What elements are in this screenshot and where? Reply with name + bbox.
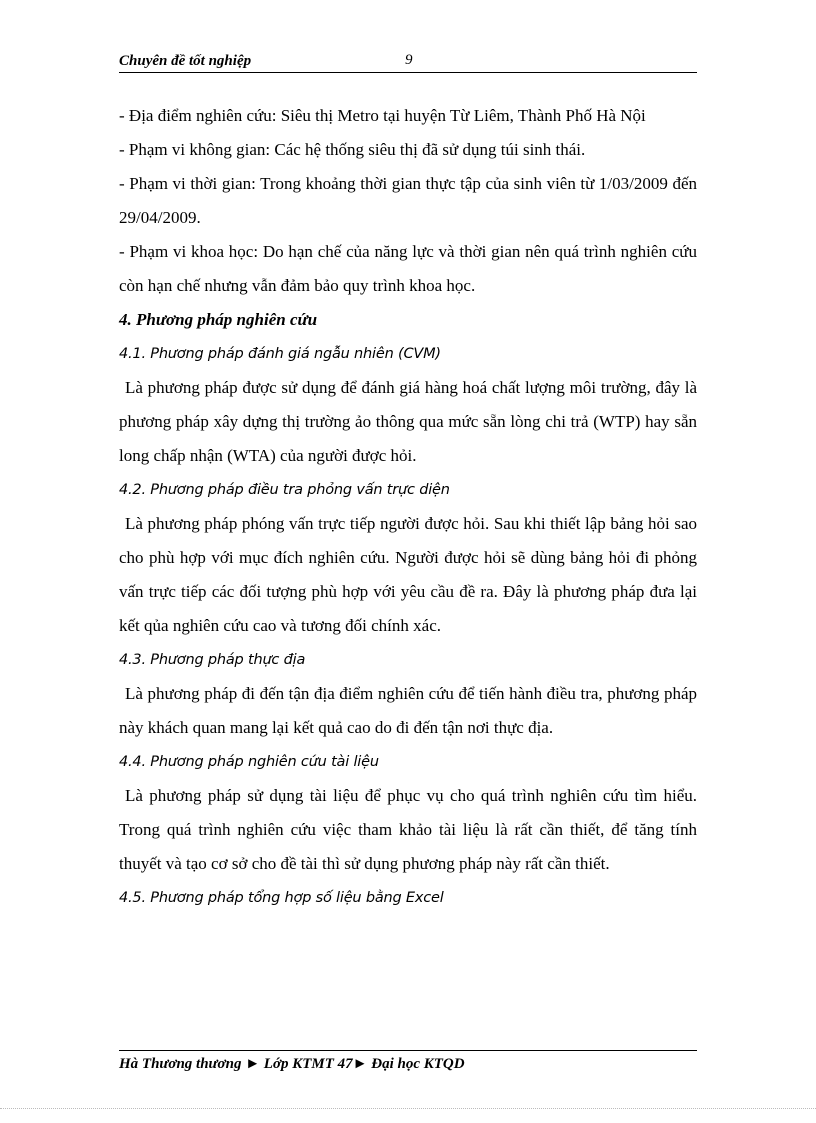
header-title: Chuyên đề tốt nghiệp <box>119 53 252 69</box>
subsection-heading-cvm: 4.1. Phương pháp đánh giá ngẫu nhiên (CVM) <box>119 346 441 362</box>
paragraph-location: - Địa điểm nghiên cứu: Siêu thị Metro tại huyện Từ Liêm, Thành Phố Hà Nội <box>119 106 646 125</box>
section-heading-methods: 4. Phương pháp nghiên cứu <box>119 310 318 329</box>
paragraph-time-scope: - Phạm vi thời gian: Trong khoảng thời gian thực tập của sinh viên từ 1/03/2009 đến 29/04/2009. <box>119 174 697 227</box>
footer-text: Hà Thương thương ► Lớp KTMT 47► Đại học KTQD <box>119 1056 465 1072</box>
page-number: 9 <box>405 52 413 68</box>
page-body <box>119 99 697 915</box>
page-footer <box>119 1050 697 1073</box>
page-header <box>119 52 697 73</box>
paragraph-cvm: Là phương pháp được sử dụng để đánh giá hàng hoá chất lượng môi trường, đây là phương pháp xây dựng thị trường ảo thông qua mức sẵn lòng chi trả (WTP) hay sẵn long chấp nhận (WTA) của người được hỏi. <box>119 378 697 465</box>
subsection-heading-field: 4.3. Phương pháp thực địa <box>119 652 306 668</box>
subsection-heading-literature: 4.4. Phương pháp nghiên cứu tài liệu <box>119 754 379 770</box>
paragraph-literature: Là phương pháp sử dụng tài liệu để phục vụ cho quá trình nghiên cứu tìm hiểu. Trong quá trình nghiên cứu việc tham khảo tài liệu là rất cần thiết, để tăng tính thuyết và tạo cơ sở cho đề tài thì sử dụng phương pháp này rất cần thiết. <box>119 786 697 873</box>
paragraph-space-scope: - Phạm vi không gian: Các hệ thống siêu thị đã sử dụng túi sinh thái. <box>119 140 586 159</box>
paragraph-field: Là phương pháp đi đến tận địa điểm nghiên cứu để tiến hành điều tra, phương pháp này khách quan mang lại kết quả cao do đi đến tận nơi thực địa. <box>119 684 697 737</box>
paragraph-interview: Là phương pháp phóng vấn trực tiếp người được hỏi. Sau khi thiết lập bảng hỏi sao cho phù hợp với mục đích nghiên cứu. Người được hỏi sẽ dùng bảng hỏi đi phỏng vấn trực tiếp các đối tượng phù hợp với yêu cầu đề ra. Đây là phương pháp đưa lại kết qủa nghiên cứu cao và tương đối chính xác. <box>119 514 697 635</box>
subsection-heading-interview: 4.2. Phương pháp điều tra phỏng vấn trực diện <box>119 482 450 498</box>
page-break-line <box>0 1108 816 1109</box>
paragraph-science-scope: - Phạm vi khoa học: Do hạn chế của năng lực và thời gian nên quá trình nghiên cứu còn hạn chế nhưng vẫn đảm bảo quy trình khoa học. <box>119 242 697 295</box>
subsection-heading-excel: 4.5. Phương pháp tổng hợp số liệu bằng Excel <box>119 890 444 906</box>
